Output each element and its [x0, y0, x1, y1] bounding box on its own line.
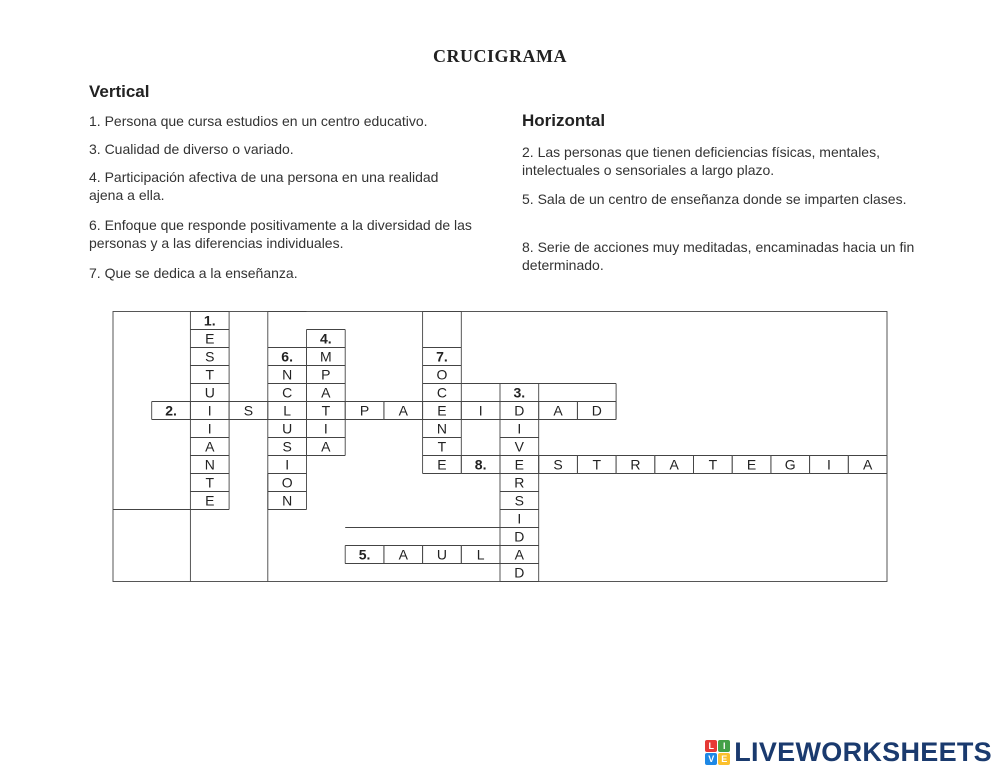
grid-cell-diversidad-2[interactable]: V	[514, 438, 525, 455]
grid-cell-aula-3[interactable]: A	[514, 546, 525, 563]
grid-cell-empatia-2[interactable]: P	[321, 366, 331, 383]
horizontal-clue-5: 5. Sala de un centro de enseñanza donde se imparten clases.	[522, 191, 907, 207]
grid-cell-diversidad-5[interactable]: S	[514, 492, 525, 509]
grid-cell-diversidad-9[interactable]: D	[514, 564, 525, 581]
brand-text: LIVEWORKSHEETS	[734, 736, 992, 767]
grid-cell-estudiante-6[interactable]: A	[205, 438, 215, 455]
vertical-clue-3: 3. Cualidad de diverso o variado.	[89, 141, 294, 157]
grid-cell-estrategia-8[interactable]: I	[827, 456, 831, 473]
grid-cell-discapacidad-10[interactable]: A	[553, 402, 563, 419]
brand-mark-e: E	[718, 753, 730, 765]
grid-cell-empatia-1[interactable]: M	[320, 348, 332, 365]
clue-number-4: 4.	[320, 330, 332, 347]
horizontal-heading: Horizontal	[522, 111, 606, 130]
grid-cell-discapacidad-5[interactable]: P	[359, 402, 370, 419]
grid-cell-inclusion-2[interactable]: C	[282, 384, 293, 401]
grid-cell-discapacidad-1[interactable]: I	[207, 402, 212, 419]
grid-cell-estudiante-7[interactable]: N	[204, 456, 215, 473]
grid-cell-docente-1[interactable]: O	[436, 366, 448, 383]
grid-cell-aula-0[interactable]: A	[398, 546, 408, 563]
grid-cell-estrategia-7[interactable]: G	[784, 456, 796, 473]
clue-number-6: 6.	[281, 348, 293, 365]
brand-mark-i: I	[718, 740, 730, 752]
vertical-clue-7: 7. Que se dedica a la enseñanza.	[89, 265, 298, 281]
grid-cell-diversidad-0[interactable]: D	[514, 402, 525, 419]
grid-cell-estrategia-2[interactable]: T	[592, 456, 602, 473]
clue-number-7: 7.	[436, 348, 448, 365]
grid-cell-estrategia-4[interactable]: A	[669, 456, 679, 473]
brand-mark-v: V	[705, 753, 717, 765]
grid-cell-inclusion-7[interactable]: O	[281, 474, 293, 491]
clue-number-3: 3.	[513, 384, 526, 401]
horizontal-clue-8: 8. Serie de acciones muy meditadas, encaminadas hacia un fin determinado.	[522, 239, 915, 273]
grid-cell-estrategia-9[interactable]: A	[862, 456, 873, 473]
grid-cell-empatia-4[interactable]: T	[321, 402, 331, 419]
grid-cell-inclusion-8[interactable]: N	[282, 492, 293, 509]
grid-cell-estrategia-3[interactable]: R	[630, 456, 641, 473]
grid-cell-docente-3[interactable]: E	[437, 402, 447, 419]
grid-cell-discapacidad-2[interactable]: S	[243, 402, 254, 419]
vertical-heading: Vertical	[89, 82, 150, 101]
horizontal-clue-2: 2. Las personas que tienen deficiencias físicas, mentales, intelectuales o sensoriales a largo plazo.	[522, 144, 880, 178]
grid-cell-estudiante-5[interactable]: I	[207, 420, 212, 437]
clue-number-8: 8.	[474, 456, 487, 473]
grid-cell-docente-4[interactable]: N	[436, 420, 448, 437]
grid-cell-estudiante-8[interactable]: T	[205, 474, 215, 491]
grid-cell-inclusion-5[interactable]: S	[282, 438, 292, 455]
vertical-clue-4: 4. Participación afectiva de una persona en una realidad ajena a ella.	[89, 169, 439, 203]
grid-cell-docente-2[interactable]: C	[436, 384, 448, 401]
grid-cell-estudiante-0[interactable]: E	[205, 330, 215, 347]
grid-cell-diversidad-6[interactable]: I	[517, 510, 522, 527]
grid-cell-inclusion-6[interactable]: I	[285, 456, 290, 473]
vertical-clue-6: 6. Enfoque que responde positivamente a la diversidad de las personas y a las diferencias individuales.	[89, 217, 472, 251]
liveworksheets-logo	[705, 736, 992, 768]
grid-cell-estrategia-6[interactable]: E	[746, 456, 757, 473]
grid-cell-aula-2[interactable]: L	[476, 546, 485, 563]
grid-cell-estrategia-1[interactable]: S	[553, 456, 563, 473]
grid-cell-empatia-3[interactable]: A	[321, 384, 331, 401]
grid-cell-docente-5[interactable]: T	[437, 438, 447, 455]
grid-cell-discapacidad-6[interactable]: A	[398, 402, 408, 419]
grid-cell-aula-1[interactable]: U	[436, 546, 448, 563]
grid-cell-estudiante-9[interactable]: E	[205, 492, 215, 509]
grid-cell-discapacidad-11[interactable]: D	[591, 402, 602, 419]
worksheet-title: CRUCIGRAMA	[433, 46, 567, 66]
grid-cell-discapacidad-8[interactable]: I	[478, 402, 483, 419]
grid-cell-estrategia-5[interactable]: T	[708, 456, 718, 473]
grid-cell-estrategia-0[interactable]: E	[514, 456, 525, 473]
grid-cell-empatia-5[interactable]: I	[323, 420, 328, 437]
clue-number-2: 2.	[165, 402, 177, 419]
grid-cell-inclusion-1[interactable]: N	[282, 366, 293, 383]
grid-cell-inclusion-3[interactable]: L	[283, 402, 292, 419]
grid-cell-docente-6[interactable]: E	[437, 456, 447, 473]
grid-cell-empatia-6[interactable]: A	[321, 438, 331, 455]
clue-number-5: 5.	[358, 546, 371, 563]
grid-cell-diversidad-4[interactable]: R	[514, 474, 525, 491]
vertical-clue-1: 1. Persona que cursa estudios en un centro educativo.	[89, 113, 428, 129]
grid-cell-diversidad-1[interactable]: I	[517, 420, 522, 437]
grid-cell-estudiante-1[interactable]: S	[205, 348, 215, 365]
grid-cell-estudiante-2[interactable]: T	[205, 366, 215, 383]
liveworksheets-mark-icon	[705, 740, 730, 765]
grid-cell-diversidad-7[interactable]: D	[514, 528, 525, 545]
brand-mark-l: L	[705, 740, 717, 752]
grid-cell-estudiante-3[interactable]: U	[204, 384, 215, 401]
grid-cell-inclusion-4[interactable]: U	[282, 420, 293, 437]
clue-number-1: 1.	[203, 312, 216, 329]
